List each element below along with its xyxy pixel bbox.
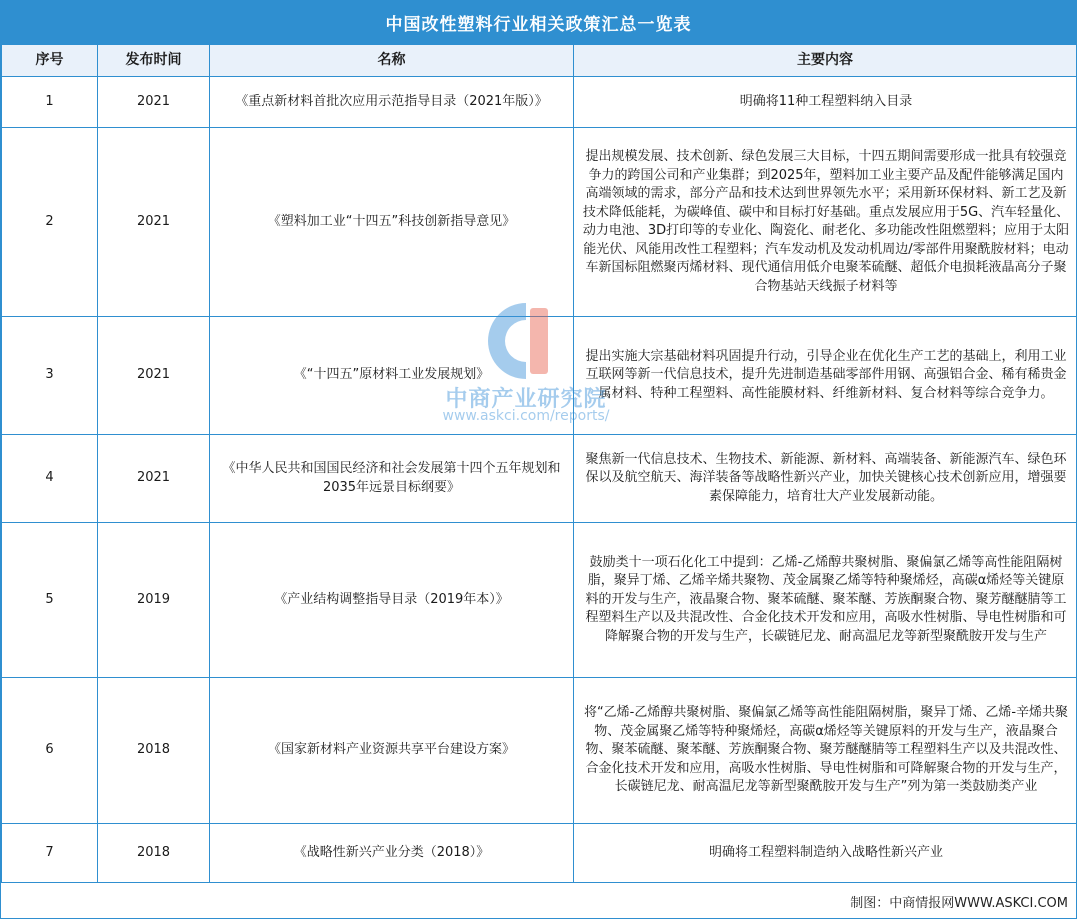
table-row [2, 435, 1077, 523]
header-date: 发布时间 [98, 45, 210, 77]
cell-date: 2021 [98, 128, 210, 317]
policy-table [1, 44, 1077, 883]
cell-content: 将“乙烯-乙烯醇共聚树脂、聚偏氯乙烯等高性能阻隔树脂，聚异丁烯、乙烯-辛烯共聚物、茂金属聚乙烯等特种聚烯烃，高碳α烯烃等关键原料的开发与生产，液晶聚合物、聚苯硫醚、聚苯醚、芳族酮聚合物、聚芳醚醚腈等工程塑料生产以及共混改性、合金化技术开发和应用，高吸水性树脂、导电性树脂和可降解聚合物的开发与生产，长碳链尼龙、耐高温尼龙等新型聚酰胺开发与生产”列为第一类鼓励类产业 [574, 678, 1077, 824]
cell-index: 7 [2, 824, 98, 883]
header-index: 序号 [2, 45, 98, 77]
header-row [2, 45, 1077, 77]
cell-index: 1 [2, 77, 98, 128]
watermark-brand: 中商产业研究院 [445, 387, 607, 412]
cell-content: 提出规模发展、技术创新、绿色发展三大目标，十四五期间需要形成一批具有较强竞争力的跨国公司和产业集群；到2025年，塑料加工业主要产品及配件能够满足国内高端领域的需求，部分产品和技术达到世界领先水平；采用新环保材料、新工艺及新技术降低能耗，为碳峰值、碳中和目标打好基础。重点发展应用于5G、汽车轻量化、动力电池、3D打印等的专业化、陶瓷化、耐老化、多功能改性阻燃塑料；应用于太阳能光伏、风能用改性工程塑料；汽车发动机及发动机周边/零部件用聚酰胺材料；电动车新国标阻燃聚丙烯材料、现代通信用低介电聚苯硫醚、超低介电损耗液晶高分子聚合物基站天线振子材料等 [574, 128, 1077, 317]
table-row [2, 523, 1077, 678]
table-title: 中国改性塑料行业相关政策汇总一览表 [1, 1, 1076, 44]
cell-index: 3 [2, 317, 98, 435]
cell-name: 《国家新材料产业资源共享平台建设方案》 [210, 678, 574, 824]
cell-content: 鼓励类十一项石化化工中提到：乙烯-乙烯醇共聚树脂、聚偏氯乙烯等高性能阻隔树脂，聚异丁烯、乙烯辛烯共聚物、茂金属聚乙烯等特种聚烯烃，高碳α烯烃等关键原料的开发与生产，液晶聚合物、聚苯硫醚、聚苯醚、芳族酮聚合物、聚芳醚醚腈等工程塑料生产以及共混改性、合金化技术开发和应用，高吸水性树脂、导电性树脂和可降解聚合物的开发与生产，长碳链尼龙、耐高温尼龙等新型聚酰胺开发与生产 [574, 523, 1077, 678]
cell-content: 明确将工程塑料制造纳入战略性新兴产业 [574, 824, 1077, 883]
cell-date: 2018 [98, 824, 210, 883]
table-row [2, 678, 1077, 824]
cell-date: 2019 [98, 523, 210, 678]
cell-name: 《产业结构调整指导目录（2019年本）》 [210, 523, 574, 678]
cell-date: 2021 [98, 77, 210, 128]
cell-name: 《中华人民共和国国民经济和社会发展第十四个五年规划和2035年远景目标纲要》 [210, 435, 574, 523]
cell-index: 5 [2, 523, 98, 678]
table-row [2, 128, 1077, 317]
cell-name: 《战略性新兴产业分类（2018）》 [210, 824, 574, 883]
table-row [2, 77, 1077, 128]
table-row [2, 317, 1077, 435]
cell-date: 2018 [98, 678, 210, 824]
cell-index: 2 [2, 128, 98, 317]
header-name: 名称 [210, 45, 574, 77]
cell-content: 明确将11种工程塑料纳入目录 [574, 77, 1077, 128]
footer-credit: 制图：中商情报网WWW.ASKCI.COM [850, 895, 1068, 911]
cell-name: 《“十四五”原材料工业发展规划》 [210, 317, 574, 435]
cell-date: 2021 [98, 435, 210, 523]
cell-date: 2021 [98, 317, 210, 435]
cell-content: 提出实施大宗基础材料巩固提升行动，引导企业在优化生产工艺的基础上，利用工业互联网等新一代信息技术，提升先进制造基础零部件用钢、高强铝合金、稀有稀贵金属材料、特种工程塑料、高性能膜材料、纤维新材料、复合材料等综合竞争力。 [574, 317, 1077, 435]
cell-name: 《重点新材料首批次应用示范指导目录（2021年版）》 [210, 77, 574, 128]
cell-index: 4 [2, 435, 98, 523]
header-content: 主要内容 [574, 45, 1077, 77]
cell-content: 聚焦新一代信息技术、生物技术、新能源、新材料、高端装备、新能源汽车、绿色环保以及航空航天、海洋装备等战略性新兴产业，加快关键核心技术创新应用，增强要素保障能力，培育壮大产业发展新动能。 [574, 435, 1077, 523]
cell-index: 6 [2, 678, 98, 824]
watermark-url: www.askci.com/reports/ [442, 408, 610, 424]
cell-name: 《塑料加工业“十四五”科技创新指导意见》 [210, 128, 574, 317]
table-row [2, 824, 1077, 883]
